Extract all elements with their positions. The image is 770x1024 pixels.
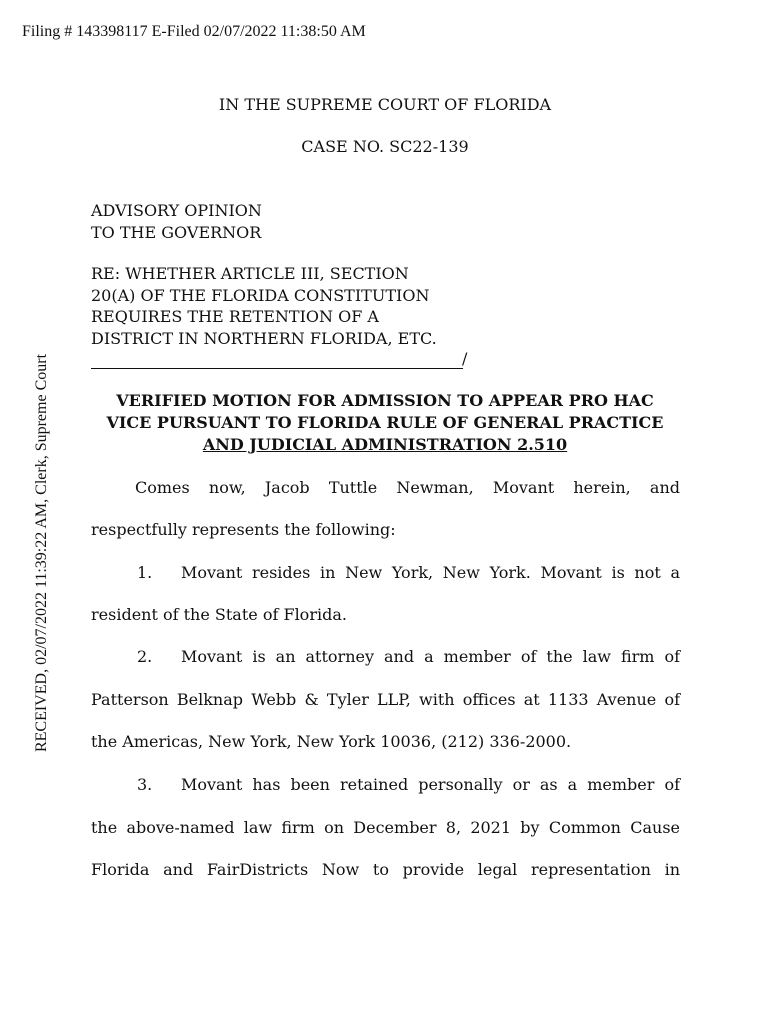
paragraph-2-line-3: the Americas, New York, New York 10036, (212) 336-2000. [91,732,572,751]
intro-line-1: Comes now, Jacob Tuttle Newman, Movant herein, and [135,478,680,497]
paragraph-3-line-1 [91,774,680,795]
caption-line: ADVISORY OPINION [91,201,262,220]
paragraph-number: 2. [137,647,153,666]
caption-line: REQUIRES THE RETENTION OF A [91,307,379,326]
paragraph-1-line-2: resident of the State of Florida. [91,605,347,624]
paragraph-2-line-1 [91,646,680,667]
filing-stamp: Filing # 143398117 E-Filed 02/07/2022 11:38:50 AM [22,23,366,40]
paragraph-number: 3. [137,775,153,794]
caption-advisory [91,200,262,243]
motion-title [90,390,680,456]
title-line [90,434,680,456]
title-line: VICE PURSUANT TO FLORIDA RULE OF GENERAL PRACTICE [106,413,664,432]
caption-line: TO THE GOVERNOR [91,222,262,242]
caption-line: RE: WHETHER ARTICLE III, SECTION [91,264,409,283]
intro-line-2: respectfully represents the following: [91,520,396,539]
paragraph-1-line-1 [91,562,680,583]
paragraph-number: 1. [137,563,153,582]
caption-line: DISTRICT IN NORTHERN FLORIDA, ETC. [91,328,437,348]
caption-re [91,263,437,349]
paragraph-2-line-2: Patterson Belknap Webb & Tyler LLP, with offices at 1133 Avenue of [91,690,680,709]
caption-slash: / [462,349,468,368]
caption-line: 20(A) OF THE FLORIDA CONSTITUTION [91,285,430,305]
title-line: VERIFIED MOTION FOR ADMISSION TO APPEAR PRO HAC [116,391,654,410]
paragraph-3-line-3: Florida and FairDistricts Now to provide legal representation in [91,860,680,879]
title-line-underlined: AND JUDICIAL ADMINISTRATION 2.510 [202,435,568,454]
case-number: CASE NO. SC22-139 [301,137,469,156]
paragraph-3-line-2: the above-named law firm on December 8, 2021 by Common Cause [91,818,680,837]
paragraph-text: Movant has been retained personally or as a member of [181,775,680,794]
received-stamp: RECEIVED, 02/07/2022 11:39:22 AM, Clerk, Supreme Court [33,353,50,753]
court-heading: IN THE SUPREME COURT OF FLORIDA [218,95,552,114]
paragraph-text: Movant resides in New York, New York. Movant is not a [181,563,680,582]
paragraph-text: Movant is an attorney and a member of the law firm of [181,647,680,666]
caption-rule [91,368,463,369]
